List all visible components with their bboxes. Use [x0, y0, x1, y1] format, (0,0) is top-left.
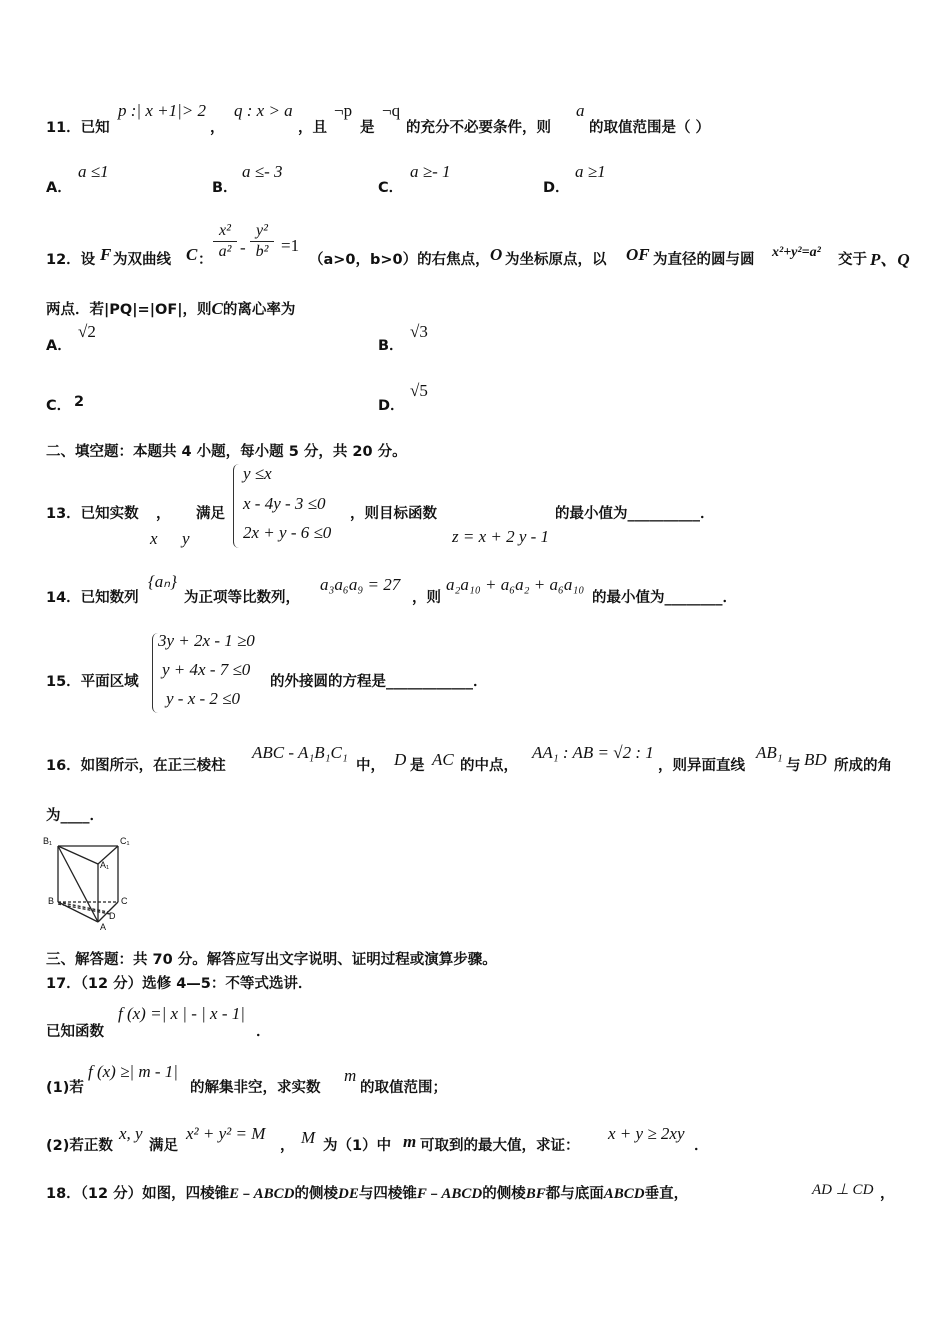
q17-p1-f: f (x) ≥| m - 1| — [88, 1062, 178, 1081]
q12-frac-y-den: b² — [255, 243, 269, 260]
edge-BD-2 — [58, 904, 110, 914]
q12-frac-x-num: x² — [219, 222, 231, 239]
q13-text2-label: 的最小值为 — [555, 506, 628, 522]
q16-ratio: AA₁ : AB = √2 : 1 — [532, 743, 654, 762]
q12-colon: ： — [198, 252, 213, 268]
q11-is: 是 — [360, 120, 375, 136]
q12-text1: 为双曲线 — [113, 252, 171, 268]
q12-eq1: =1 — [281, 236, 300, 255]
q13-brace — [233, 464, 240, 548]
q17-dot: ． — [256, 1024, 271, 1040]
q12-option-d[interactable]: √5 — [410, 381, 428, 400]
q12-option-c[interactable]: 2 — [74, 394, 85, 410]
q17-p2-M: M — [301, 1128, 316, 1147]
q13-number: 13．已知实数 — [46, 506, 139, 522]
q18-ABCD-1: ABCD — [253, 1186, 295, 1202]
q11-stem — [46, 116, 110, 137]
q12-frac-x — [213, 222, 237, 261]
q12-line2 — [46, 298, 295, 319]
q16-line2: 为____． — [46, 808, 104, 824]
q18-dash1: ﹣ — [239, 1186, 254, 1202]
q11-notq: ¬q — [382, 101, 401, 120]
q15-sys-1: 3y + 2x - 1 ≥0 — [158, 631, 255, 650]
q13-z: z = x + 2 y - 1 — [452, 527, 550, 546]
q13-text2 — [555, 502, 715, 523]
q12-frac-y — [250, 222, 274, 261]
q12-frac-x-den: a² — [218, 243, 232, 260]
q17-f: f (x) =| x | - | x - 1| — [118, 1004, 245, 1023]
q16-BD: BD — [804, 750, 827, 769]
q11-option-a[interactable]: a ≤1 — [78, 162, 109, 181]
edge-B1A1 — [58, 846, 98, 864]
q16-text6: 所成的角 — [834, 758, 892, 774]
q18-text4: 与四棱锥 — [358, 1186, 417, 1202]
q18-text6: 的侧棱 — [482, 1186, 526, 1202]
q12-line2-tail: 的离心率为 — [222, 302, 296, 318]
q16-D: D — [394, 750, 407, 769]
q18-BF: BF — [525, 1186, 546, 1202]
q16-AB1: AB₁ — [756, 743, 783, 762]
q12-C: C — [186, 245, 198, 264]
q17-p1-a: (1)若 — [46, 1080, 84, 1096]
q17-given: 已知函数 — [46, 1024, 104, 1040]
q12-text2: 为坐标原点，以 — [505, 252, 607, 268]
q14-number: 14．已知数列 — [46, 590, 139, 606]
q15-number: 15．平面区域 — [46, 674, 139, 690]
q18-text1: 18．（12 分）如图，四棱锥 — [46, 1186, 230, 1202]
label-C: C — [121, 896, 128, 906]
q16-text5: 与 — [786, 758, 801, 774]
edge-AB1 — [58, 846, 98, 922]
q17-p2-eq: x² + y² = M — [186, 1124, 266, 1143]
q13-text1: ，则目标函数 — [350, 506, 437, 522]
q17-p2-c: ， — [280, 1138, 295, 1154]
q17-head: 17．（12 分）选修 4—5：不等式选讲． — [46, 976, 313, 992]
q12-frac-x-bar — [213, 241, 237, 242]
q13-sys-3: 2x + y - 6 ≤0 — [243, 523, 332, 542]
q13-x: x — [150, 529, 158, 548]
q14-cond: a₃a₆a₉ = 27 — [320, 575, 401, 594]
q18-perp: AD ⊥ CD — [812, 1182, 874, 1198]
q13-answer-blank[interactable]: __________ — [627, 506, 700, 522]
q16-text1: 中， — [356, 758, 385, 774]
q11-a: a — [576, 101, 585, 120]
q17-p2-e: 可取到的最大值，求证： — [420, 1138, 580, 1154]
q18-ABCD-2: ABCD — [441, 1186, 483, 1202]
q11-option-d[interactable]: a ≥1 — [575, 162, 606, 181]
q18-E: E — [229, 1186, 240, 1202]
q18-F: F — [416, 1186, 427, 1202]
label-B1: B₁ — [43, 836, 53, 846]
q11-tail2: 的取值范围是（ ） — [589, 120, 711, 136]
q12-cond: （a>0，b>0）的右焦点， — [309, 252, 490, 268]
q14-text3 — [592, 586, 737, 607]
q17-p1-m: m — [344, 1066, 357, 1085]
q11-notp: ¬p — [334, 101, 353, 120]
q15-text1-label: 的外接圆的方程是 — [270, 674, 386, 690]
q17-p2-d: 为（1）中 — [323, 1138, 392, 1154]
q14-end: ． — [722, 590, 737, 606]
q16-AC: AC — [432, 750, 454, 769]
q12-text3: 为直径的圆与圆 — [653, 252, 755, 268]
q12-line2-text: 两点．若|PQ|=|OF|，则 — [46, 302, 212, 318]
q12-frac-y-bar — [250, 241, 274, 242]
q11-tail1: 的充分不必要条件，则 — [406, 120, 551, 136]
q13-sys-1: y ≤x — [243, 464, 272, 483]
q14-answer-blank[interactable]: ________ — [664, 590, 723, 606]
q18-text3: 的侧棱 — [294, 1186, 339, 1202]
q11-q-expr: q : x > a — [234, 101, 293, 120]
q12-C2: C — [211, 299, 223, 318]
q12-O: O — [490, 245, 503, 264]
q16-number: 16．如图所示，在正三棱柱 — [46, 758, 226, 774]
prism-figure — [40, 834, 140, 934]
q12-option-b[interactable]: √3 — [410, 322, 428, 341]
q17-p1-c: 的取值范围； — [360, 1080, 447, 1096]
q14-expr: a₂a₁₀ + a₆a₂ + a₆a₁₀ — [446, 575, 585, 594]
q14-text2: ，则 — [412, 590, 441, 606]
q18-end: ， — [880, 1186, 895, 1202]
label-A: A — [100, 922, 107, 932]
q15-answer-blank[interactable]: ____________ — [386, 674, 473, 690]
q12-OF: OF — [626, 245, 650, 264]
q18-text8: 垂直， — [644, 1186, 689, 1202]
q12-option-d-label: D． — [378, 398, 405, 414]
q12-text4: 交于 — [838, 252, 867, 268]
section-3-heading: 三、解答题：共 70 分。解答应写出文字说明、证明过程或演算步骤。 — [46, 952, 497, 968]
q15-end: ． — [473, 674, 488, 690]
q12-option-a-label: A． — [46, 338, 72, 354]
q15-sys-3: y - x - 2 ≤0 — [166, 689, 240, 708]
edge-BD — [58, 902, 108, 912]
label-D: D — [109, 911, 116, 921]
q15-text1 — [270, 670, 488, 691]
q17-p2-a: (2)若正数 — [46, 1138, 113, 1154]
q16-text2: 是 — [410, 758, 425, 774]
q18-stem — [46, 1182, 688, 1203]
q18-dash2: ﹣ — [426, 1186, 442, 1202]
q14-text1: 为正项等比数列， — [184, 590, 300, 606]
q12-option-c-label: C． — [46, 398, 72, 414]
label-C1: C₁ — [120, 836, 130, 846]
q11-p-expr: p :| x +1|> 2 — [118, 101, 206, 120]
q17-p2-xy: x, y — [119, 1124, 143, 1143]
q13-end: ． — [700, 506, 715, 522]
q11-comma: ， — [210, 120, 225, 136]
q17-p2-m: m — [403, 1132, 417, 1151]
q13-sys-2: x - 4y - 3 ≤0 — [243, 494, 326, 513]
q17-p2-b: 满足 — [149, 1138, 178, 1154]
q12-F: F — [100, 245, 112, 264]
q11-option-b-label: B． — [212, 180, 238, 196]
label-A1: A₁ — [100, 860, 110, 870]
q13-y: y — [182, 529, 190, 548]
q12-PQ: P、Q — [870, 250, 910, 269]
q18-DE: DE — [338, 1186, 359, 1202]
q12-option-b-label: B． — [378, 338, 404, 354]
q13-satisfy: 满足 — [196, 506, 225, 522]
q14-seq: {aₙ} — [148, 572, 177, 591]
q11-number: 11．已知 — [46, 120, 110, 136]
q12-option-a[interactable]: √2 — [78, 322, 96, 341]
q17-p1-b: 的解集非空，求实数 — [190, 1080, 321, 1096]
q11-and: ，且 — [298, 120, 327, 136]
q18-text7: 都与底面 — [545, 1186, 604, 1202]
q14-text3-label: 的最小值为 — [592, 590, 665, 606]
q11-option-b[interactable]: a ≤- 3 — [242, 162, 283, 181]
label-B: B — [48, 896, 55, 906]
q12-minus: - — [240, 238, 246, 257]
q11-option-d-label: D． — [543, 180, 570, 196]
q11-option-c[interactable]: a ≥- 1 — [410, 162, 451, 181]
section-2-heading: 二、填空题：本题共 4 小题，每小题 5 分，共 20 分。 — [46, 444, 407, 460]
q16-prism: ABC - A₁B₁C₁ — [252, 743, 348, 762]
q11-option-a-label: A． — [46, 180, 72, 196]
q12-number: 12．设 — [46, 252, 96, 268]
q11-option-c-label: C． — [378, 180, 404, 196]
q17-p2-ineq: x + y ≥ 2xy — [608, 1124, 685, 1143]
q16-text3: 的中点， — [460, 758, 518, 774]
q15-sys-2: y + 4x - 7 ≤0 — [162, 660, 251, 679]
q17-p2-end: ． — [694, 1138, 709, 1154]
q12-circle: x²+y²=a² — [772, 245, 821, 260]
q16-text4: ，则异面直线 — [658, 758, 745, 774]
q12-frac-y-num: y² — [256, 222, 268, 239]
q13-comma: ， — [156, 506, 171, 522]
q18-ABCD-3: ABCD — [603, 1186, 645, 1202]
